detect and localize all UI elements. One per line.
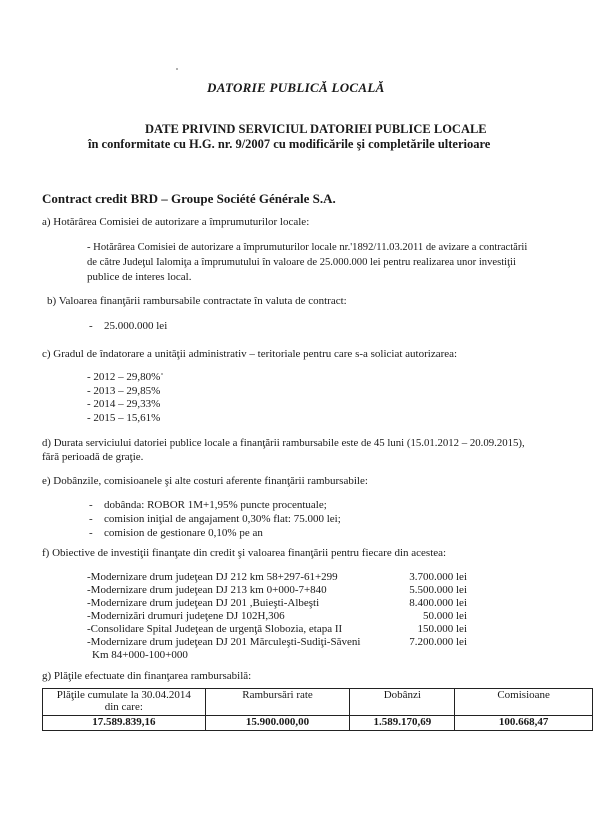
scan-speck xyxy=(161,373,163,375)
header-cumulative-line-1: Plăţile cumulate la 30.04.2014 xyxy=(56,689,191,701)
section-a-line-1: - Hotărârea Comisiei de autorizare a împrumuturilor locale nr.'1892/11.03.2011 de avizare a contractării xyxy=(87,242,528,253)
section-d-line-2: fără perioadă de graţie. xyxy=(42,451,144,463)
section-e-label: e) Dobânzile, comisioanele şi alte costuri aferente finanţării rambursabile: xyxy=(42,475,368,487)
cost-item-dash: - xyxy=(89,527,93,539)
cost-item-dash: - xyxy=(89,513,93,525)
section-f-label: f) Obiective de investiţii finanţate din credit şi valoarea finanţării pentru fiecare din acestea: xyxy=(42,547,447,559)
scan-speck xyxy=(176,68,178,70)
debt-ratio-2013: - 2013 – 29,85% xyxy=(87,385,161,397)
investment-label: -Modernizare drum judeţean DJ 212 km 58+297-61+299 xyxy=(87,571,338,583)
value-commissions: 100.668,47 xyxy=(455,716,593,731)
debt-ratio-2015: - 2015 – 15,61% xyxy=(87,412,161,424)
investment-value: 8.400.000 lei xyxy=(409,597,467,609)
cost-item-dash: - xyxy=(89,499,93,511)
debt-ratio-2012: - 2012 – 29,80% xyxy=(87,371,161,383)
section-g-label: g) Plăţile efectuate din finanţarea rambursabilă: xyxy=(42,670,252,682)
section-d-line-1: d) Durata serviciului datoriei publice locale a finanţării rambursabile este de 45 luni (15.01.2012 – 20.09.2015), xyxy=(42,437,525,449)
investment-value: 150.000 lei xyxy=(417,623,467,635)
debt-ratio-2014: - 2014 – 29,33% xyxy=(87,398,161,410)
payments-header-row xyxy=(43,689,593,716)
value-installment-repayments: 15.900.000,00 xyxy=(205,716,350,731)
payments-table xyxy=(42,688,593,731)
section-b-value: 25.000.000 lei xyxy=(104,320,168,332)
header-interest: Dobânzi xyxy=(350,689,455,716)
investment-value: 7.200.000 lei xyxy=(409,636,467,648)
investment-label: -Modernizare drum judeţean DJ 213 km 0+000-7+840 xyxy=(87,584,327,596)
payments-values-row xyxy=(43,716,593,731)
cost-item-management-fee: comision de gestionare 0,10% pe an xyxy=(104,527,263,539)
value-interest: 1.589.170,69 xyxy=(350,716,455,731)
section-a-line-3: publice de interes local. xyxy=(87,271,192,283)
section-c-label: c) Gradul de îndatorare a unităţii administrativ – teritoriale pentru care s-a soliciat autorizarea: xyxy=(42,348,458,360)
investment-label: -Modernizări drumuri judeţene DJ 102H,306 xyxy=(87,610,285,622)
header-cumulative-line-2: din care: xyxy=(104,701,143,713)
investment-label: -Consolidare Spital Judeţean de urgenţă Slobozia, etapa II xyxy=(87,623,343,635)
value-cumulative-payments: 17.589.839,16 xyxy=(43,716,206,731)
investment-value: 3.700.000 lei xyxy=(409,571,467,583)
subheading-line-2: în conformitate cu H.G. nr. 9/2007 cu modificările şi completările ulterioare xyxy=(88,137,491,151)
investment-label: -Modernizare drum judeţean DJ 201 Mărculeşti-Sudiţi-Săveni xyxy=(87,636,361,648)
section-b-label: b) Valoarea finanţării rambursabile contractate în valuta de contract: xyxy=(47,295,347,307)
header-cumulative-payments xyxy=(43,689,206,716)
section-a-line-2: de către Judeţul Ialomiţa a împrumutului în valoare de 25.000.000 lei pentru realizarea unor investiţii xyxy=(87,257,516,268)
investment-value: 50.000 lei xyxy=(423,610,467,622)
section-a-label: a) Hotărârea Comisiei de autorizare a împrumuturilor locale: xyxy=(42,216,310,228)
cost-item-interest: dobânda: ROBOR 1M+1,95% puncte procentuale; xyxy=(104,499,327,511)
investment-continuation: Km 84+000-100+000 xyxy=(92,649,188,661)
section-b-dash: - xyxy=(89,320,93,332)
cost-item-commitment-fee: comision iniţial de angajament 0,30% flat: 75.000 lei; xyxy=(104,513,341,525)
investment-value: 5.500.000 lei xyxy=(409,584,467,596)
document-heading: DATORIE PUBLICĂ LOCALĂ xyxy=(207,80,385,95)
header-commissions: Comisioane xyxy=(455,689,593,716)
contract-title: Contract credit BRD – Groupe Société Générale S.A. xyxy=(42,191,336,206)
subheading-line-1: DATE PRIVIND SERVICIUL DATORIEI PUBLICE LOCALE xyxy=(145,122,487,136)
investment-label: -Modernizare drum judeţean DJ 201 ,Buieşti-Albeşti xyxy=(87,597,320,609)
header-installment-repayments: Rambursări rate xyxy=(205,689,350,716)
